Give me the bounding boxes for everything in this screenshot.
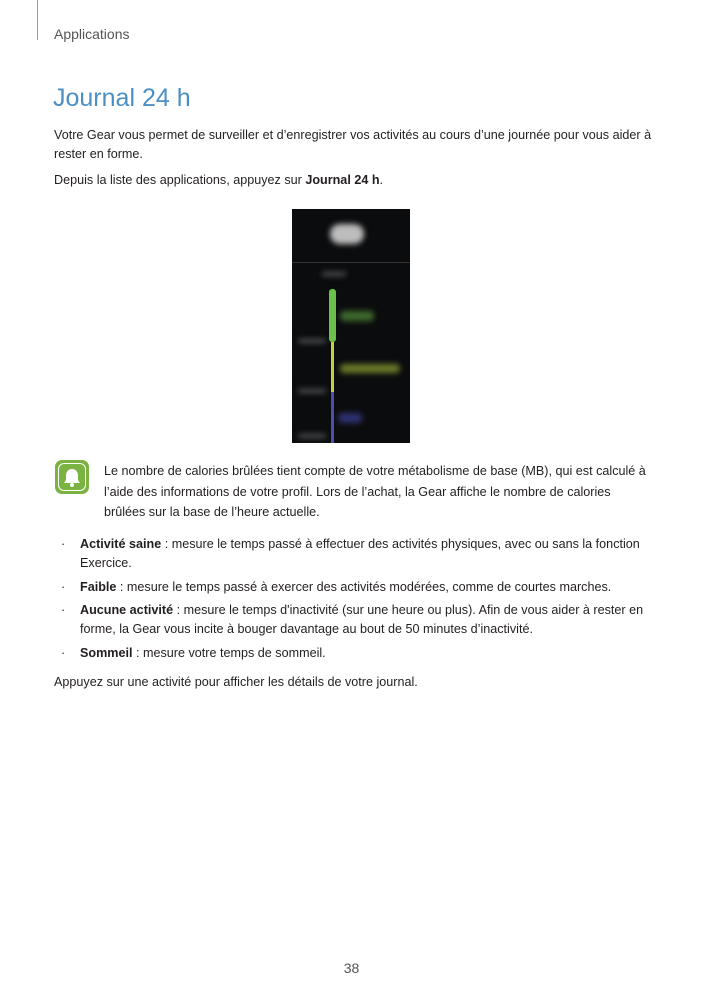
list-item — [54, 535, 654, 573]
activity-list — [54, 535, 654, 667]
page-title: Journal 24 h — [53, 84, 191, 112]
list-item — [54, 644, 654, 663]
activity-bar-active — [329, 289, 336, 342]
blurred-label — [298, 389, 326, 393]
activity-bar-inactive — [331, 392, 334, 443]
instruction-text: Depuis la liste des applications, appuyez sur — [54, 173, 306, 187]
section-header: Applications — [54, 26, 130, 42]
active-label — [340, 311, 374, 321]
intro-paragraph: Votre Gear vous permet de surveiller et d’enregistrer vos activités au cours d’une journée pour vous aider à rester en forme. — [54, 128, 652, 161]
list-item — [54, 578, 654, 597]
margin-rule — [37, 0, 38, 40]
inactive-label — [338, 413, 362, 423]
blurred-label — [298, 434, 326, 438]
note-text: Le nombre de calories brûlées tient compte de votre métabolisme de base (MB), qui est calculé à l’aide des informations de votre profil. Lors de l’achat, la Gear affiche le nombre de calories brûlées sur la base de l’heure actuelle. — [104, 464, 646, 519]
bullet-dot: · — [61, 579, 66, 594]
watch-screenshot — [292, 209, 410, 443]
bell-icon — [55, 460, 89, 494]
list-term: Aucune activité — [80, 603, 174, 617]
list-text: : mesure le temps passé à effectuer des activités physiques, avec ou sans la fonction Exercice. — [80, 537, 640, 570]
instruction-end: . — [379, 173, 384, 187]
list-term: Sommeil — [80, 645, 133, 660]
closing-paragraph: Appuyez sur une activité pour afficher les détails de votre journal. — [54, 675, 418, 689]
app-name: Journal 24 h — [305, 173, 380, 187]
blurred-header — [330, 224, 364, 244]
blurred-label — [322, 272, 346, 276]
page-number: 38 — [343, 960, 360, 976]
blurred-label — [298, 339, 326, 343]
list-text: : mesure le temps passé à exercer des activités modérées, comme de courtes marches. — [116, 579, 612, 594]
list-item — [54, 601, 654, 639]
list-text: : mesure votre temps de sommeil. — [132, 645, 326, 660]
instruction-paragraph — [54, 171, 654, 190]
list-term: Faible — [80, 579, 117, 594]
screen-divider — [292, 262, 410, 263]
list-term: Activité saine — [80, 537, 162, 551]
bullet-dot: · — [61, 603, 66, 617]
bullet-dot: · — [61, 537, 66, 551]
light-label — [340, 364, 400, 373]
list-text: : mesure le temps d'inactivité (sur une heure ou plus). Afin de vous aider à rester en forme, la Gear vous incite à bouger davantage au bout de 50 minutes d’inactivité. — [80, 603, 644, 636]
bullet-dot: · — [61, 645, 66, 660]
activity-bar-light — [331, 342, 334, 392]
